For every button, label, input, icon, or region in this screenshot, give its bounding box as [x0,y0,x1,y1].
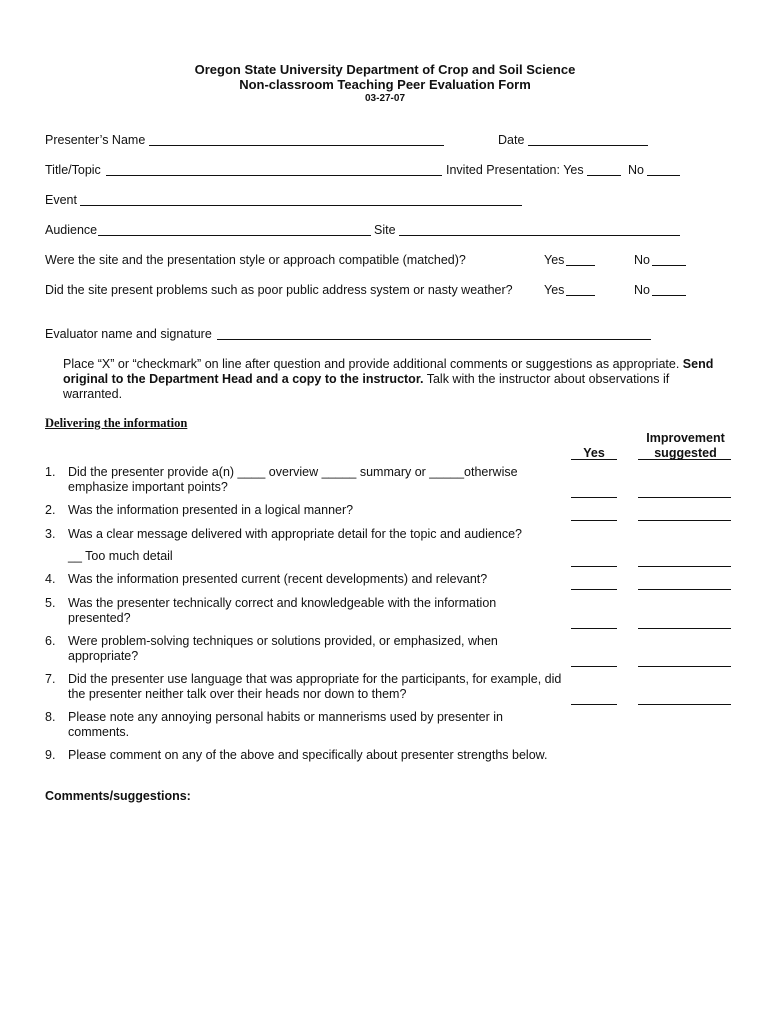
question-9-text: Please comment on any of the above and specifically about presenter strengths below. [68,748,548,762]
question-7-line-b: the presenter neither talk over their heads nor down to them? [68,687,407,701]
question-1-line-a: Did the presenter provide a(n) ____ overview _____ summary or _____otherwise [68,465,518,479]
compat-no-line[interactable] [652,265,686,266]
section-title: Delivering the information [45,416,188,430]
question-4-text: Was the information presented current (recent developments) and relevant? [68,572,488,586]
form-institution-title: Oregon State University Department of Crop and Soil Science [194,62,576,77]
question-7-line-a: Did the presenter use language that was appropriate for the participants, for example, did [68,672,562,686]
q5-yes-line[interactable] [571,628,617,629]
q5-improvement-line[interactable] [638,628,731,629]
presenter-name-line[interactable] [149,145,444,146]
form-date-code: 03-27-07 [364,93,406,104]
form-title: Non-classroom Teaching Peer Evaluation Form [239,77,531,92]
comments-area[interactable] [45,810,735,990]
question-3-text: Was a clear message delivered with appropriate detail for the topic and audience? [68,527,522,541]
question-8-line-b: comments. [68,725,130,739]
event-line[interactable] [80,205,522,206]
title-topic-label: Title/Topic [45,163,101,177]
question-number: 2. [45,503,56,517]
question-text [68,672,568,702]
q4-improvement-line[interactable] [638,589,731,590]
problems-no-line[interactable] [652,295,686,296]
event-label: Event [45,193,77,207]
q4-yes-line[interactable] [571,589,617,590]
problems-question: Did the site present problems such as poor public address system or nasty weather? [45,283,513,297]
question-number: 8. [45,710,56,724]
question-number: 6. [45,634,56,648]
q6-improvement-line[interactable] [638,666,731,667]
invited-no-label: No [628,163,644,177]
instructions-bold: Send original to the Department Head and a copy to the instructor. [63,357,714,386]
question-text [68,710,568,740]
q2-improvement-line[interactable] [638,520,731,521]
improvement-header-line1: Improvement [646,431,725,445]
improvement-header-underline [638,459,731,460]
problems-yes-label: Yes [544,283,565,297]
instructions [63,357,723,402]
question-number: 5. [45,596,56,610]
question-number: 4. [45,572,56,586]
title-topic-line[interactable] [106,175,442,176]
question-text [68,596,568,626]
q7-yes-line[interactable] [571,704,617,705]
improvement-header-line2: suggested [654,446,717,460]
invited-no-line[interactable] [647,175,680,176]
invited-yes-line[interactable] [587,175,621,176]
question-6-line-a: Were problem-solving techniques or solutions provided, or emphasized, when [68,634,498,648]
audience-label: Audience [45,223,98,237]
compat-question: Were the site and the presentation style or approach compatible (matched)? [45,253,466,267]
compat-yes-line[interactable] [566,265,595,266]
yes-column-header: Yes [583,446,605,460]
audience-line[interactable] [98,235,371,236]
compat-yes-label: Yes [544,253,565,267]
site-line[interactable] [399,235,680,236]
question-8-line-a: Please note any annoying personal habits or mannerisms used by presenter in [68,710,503,724]
question-number: 1. [45,465,56,479]
question-5-line-a: Was the presenter technically correct and knowledgeable with the information [68,596,497,610]
question-number: 9. [45,748,56,762]
q1-yes-line[interactable] [571,497,617,498]
question-6-line-b: appropriate? [68,649,139,663]
problems-yes-line[interactable] [566,295,595,296]
instructions-part2: Talk with the instructor about observations if warranted. [63,372,670,401]
question-text [68,634,568,664]
date-line[interactable] [528,145,648,146]
question-5-line-b: presented? [68,611,131,625]
date-label: Date [498,133,525,147]
question-1-line-b: emphasize important points? [68,480,228,494]
q6-yes-line[interactable] [571,666,617,667]
evaluator-label: Evaluator name and signature [45,327,212,341]
q2-yes-line[interactable] [571,520,617,521]
site-label: Site [374,223,396,237]
q1-improvement-line[interactable] [638,497,731,498]
instructions-part1: Place “X” or “checkmark” on line after question and provide additional comments or suggestions as appropriate. [63,357,680,371]
q3-yes-line[interactable] [571,566,617,567]
q3-improvement-line[interactable] [638,566,731,567]
question-number: 3. [45,527,56,541]
presenter-name-label: Presenter’s Name [45,133,146,147]
problems-no-label: No [634,283,650,297]
yes-header-underline [571,459,617,460]
question-text [68,465,568,495]
question-number: 7. [45,672,56,686]
q7-improvement-line[interactable] [638,704,731,705]
too-much-detail-text: __ Too much detail [68,549,173,563]
invited-presentation-label: Invited Presentation: Yes [446,163,584,177]
compat-no-label: No [634,253,650,267]
question-2-text: Was the information presented in a logical manner? [68,503,354,517]
evaluator-line[interactable] [217,339,651,340]
comments-label: Comments/suggestions: [45,789,191,803]
